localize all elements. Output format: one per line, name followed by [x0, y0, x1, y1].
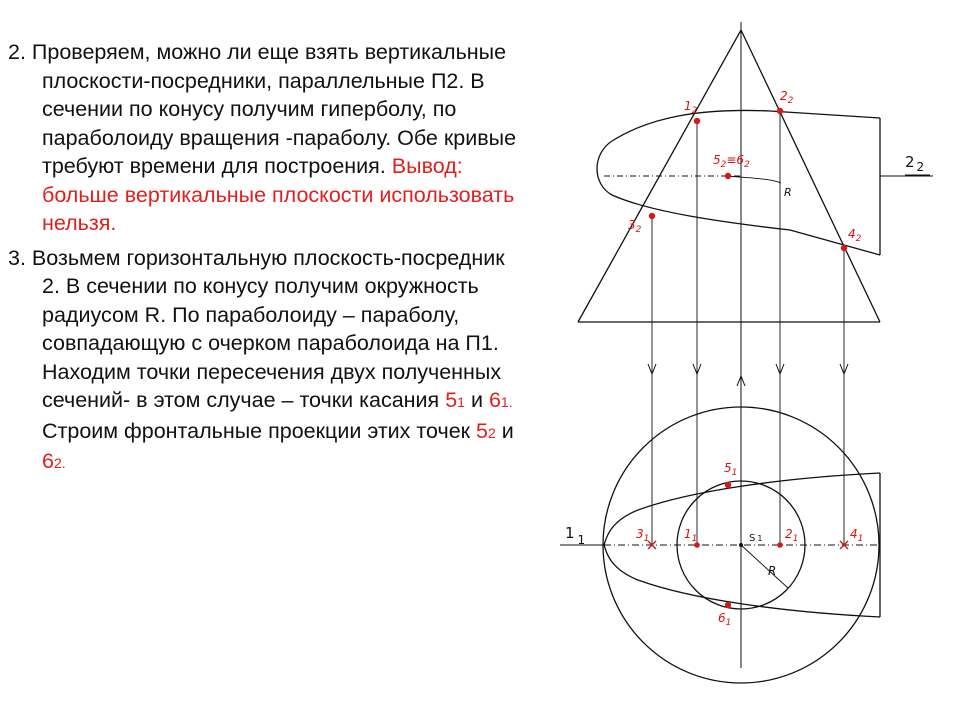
conjunction: и [464, 388, 489, 412]
paragraph-2-conclusion: Вывод: больше вертикальные плоскости использовать нельзя. [42, 154, 515, 235]
label-plane-2: 2 $_2$ [905, 153, 925, 174]
label-point-4-1: $4_1$ [850, 527, 864, 544]
point-3-2 [649, 213, 655, 219]
point-4-2 [841, 245, 847, 251]
projection-arrows [648, 364, 848, 386]
point-5-1-ref: 51 [445, 388, 465, 412]
label-radius-top: R [768, 564, 777, 578]
center-s1 [739, 543, 743, 547]
label-point-3-2: $3_2$ [628, 218, 642, 235]
label-point-5-1: $5_1$ [724, 461, 738, 478]
label-point-4-2: $4_2$ [848, 227, 862, 244]
conjunction-2: и [501, 418, 514, 443]
point-5-2 [725, 173, 731, 179]
point-1-2 [694, 118, 700, 124]
point-5-2-ref: 52 [476, 418, 496, 443]
explanation-text [8, 38, 523, 484]
radius-r-line-top [741, 545, 788, 588]
point-6-1 [725, 602, 731, 608]
paragraph-3 [8, 244, 523, 478]
label-point-5-2-6-2: $5_2\equiv 6_2$ [713, 153, 750, 170]
paragraph-2 [8, 38, 523, 238]
paragraph-2-text: 2. Проверяем, можно ли еще взять вертикальные плоскости-посредники, параллельные П2. В сечении по конусу получим гиперболу, по параболоиду вращения -параболу. Обе кривые требуют времени для построения. [8, 40, 517, 178]
label-point-2-2: $2_2$ [780, 89, 794, 106]
label-s1: S 1 [749, 533, 763, 544]
point-6-1-ref: 61. [488, 388, 513, 412]
paragraph-3-tail: Строим фронтальные проекции этих точек [42, 418, 471, 443]
point-2-1 [777, 542, 783, 548]
label-plane-1: 1 $_1$ [565, 524, 586, 547]
projection-lines [652, 111, 844, 545]
label-radius-front: R [784, 186, 792, 199]
label-point-6-1: $6_1$ [718, 611, 732, 628]
label-point-1-1: $1_1$ [684, 527, 698, 544]
paragraph-3-text: 3. Возьмем горизонтальную плоскость-посредник 2. В сечении по конусу получим окружность радиусом R. По параболоиду – параболу, совпадающую с очерком параболоида на П1. Находим точки пересечения двух полученных сечений- в этом случае – точки касания [8, 245, 505, 412]
geometry-drawing [528, 0, 960, 720]
label-point-2-1: $2_1$ [785, 527, 799, 544]
point-2-2 [777, 108, 783, 114]
point-5-1 [725, 482, 731, 488]
label-point-1-2: $1_2$ [684, 99, 698, 116]
point-6-2-ref: 62. [42, 449, 66, 473]
label-point-3-1: $3_1$ [636, 527, 650, 544]
radius-r-bracket-front [728, 176, 781, 183]
